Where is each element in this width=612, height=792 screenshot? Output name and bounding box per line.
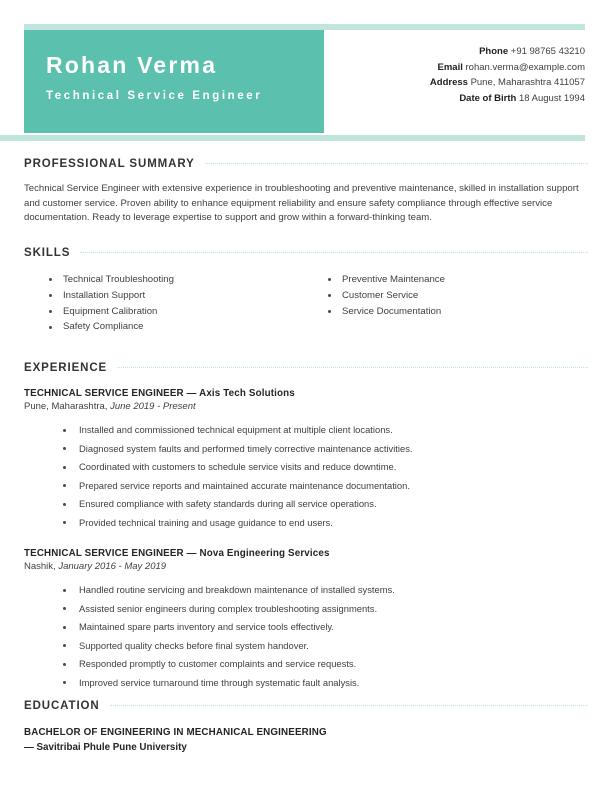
list-item: Technical Troubleshooting: [49, 272, 306, 288]
job-heading: [24, 388, 588, 399]
skills-column-right: [24, 272, 588, 319]
job-role: TECHNICAL SERVICE ENGINEER: [24, 548, 184, 559]
section-title-summary: PROFESSIONAL SUMMARY: [24, 158, 195, 170]
candidate-job-title: Technical Service Engineer: [46, 89, 263, 102]
job-location: Nashik,: [24, 561, 56, 572]
section-header-experience: [24, 362, 588, 374]
education-school: — Savitribai Phule Pune University: [24, 741, 187, 753]
job-bullets: [24, 421, 588, 532]
contact-label-email: Email: [437, 61, 463, 73]
job-dates: June 2019 - Present: [107, 401, 196, 412]
summary-text: Technical Service Engineer with extensive experience in troubleshooting and preventive maintenance, skilled in installation support and customer service. Proven ability to enhance equipment reliability and ensure safety compliance through effective service documentation. Ready to leverage expertise to support and grow within a forward-thinking team.: [24, 183, 579, 224]
section-rule-skills: [80, 252, 588, 254]
skills-list-right: [328, 272, 588, 319]
contact-row-email: [430, 60, 585, 76]
contact-value-address: Pune, Maharashtra 411057: [470, 77, 585, 89]
experience-entry: [24, 548, 588, 692]
list-item: Safety Compliance: [49, 319, 306, 335]
section-professional-summary: [24, 158, 588, 226]
section-title-education: EDUCATION: [24, 700, 100, 712]
job-separator: —: [183, 388, 200, 399]
contact-label-phone: Phone: [479, 46, 509, 57]
contact-row-phone: [430, 44, 585, 60]
job-heading: [24, 548, 588, 559]
job-meta: [24, 561, 588, 572]
contact-row-address: [430, 75, 585, 91]
list-item: Equipment Calibration: [49, 304, 306, 320]
list-item: Maintained spare parts inventory and service tools effectively.: [63, 618, 588, 637]
contact-value-phone: +91 98765 43210: [510, 46, 585, 57]
list-item: Prepared service reports and maintained accurate maintenance documentation.: [63, 477, 588, 496]
skills-columns: [24, 272, 588, 335]
contact-row-dob: [430, 91, 585, 107]
contact-value-email: rohan.verma@example.com: [465, 61, 585, 73]
education-degree: BACHELOR OF ENGINEERING IN MECHANICAL ENGINEERING: [24, 727, 327, 738]
contact-label-address: Address: [429, 77, 468, 89]
section-experience: [24, 362, 588, 692]
list-item: Responded promptly to customer complaints and service requests.: [63, 655, 588, 674]
section-rule-experience: [117, 367, 588, 369]
job-role: TECHNICAL SERVICE ENGINEER: [24, 388, 184, 399]
section-title-skills: SKILLS: [24, 247, 71, 259]
section-header-summary: [24, 158, 588, 170]
list-item: Coordinated with customers to schedule service visits and reduce downtime.: [63, 458, 588, 477]
education-entry: [24, 726, 588, 755]
candidate-name: Rohan Verma: [46, 52, 218, 78]
list-item: Supported quality checks before final system handover.: [63, 637, 588, 656]
list-item: Assisted senior engineers during complex troubleshooting assignments.: [63, 600, 588, 619]
list-item: Preventive Maintenance: [328, 272, 588, 288]
job-company: Axis Tech Solutions: [199, 388, 295, 399]
list-item: Diagnosed system faults and performed timely corrective maintenance activities.: [63, 440, 588, 459]
header-bottom-accent-bar: [0, 135, 585, 141]
list-item: Installed and commissioned technical equipment at multiple client locations.: [63, 421, 588, 440]
list-item: Ensured compliance with safety standards during all service operations.: [63, 495, 588, 514]
job-location: Pune, Maharashtra,: [24, 401, 108, 412]
list-item: Service Documentation: [328, 304, 588, 320]
list-item: Installation Support: [49, 288, 306, 304]
job-meta: [24, 401, 588, 412]
contact-label-dob: Date of Birth: [459, 92, 517, 104]
section-education: [24, 700, 588, 755]
contact-details: [430, 44, 585, 106]
section-title-experience: EXPERIENCE: [24, 362, 108, 374]
section-rule-education: [110, 705, 588, 707]
name-block: [24, 30, 324, 133]
job-company: Nova Engineering Services: [199, 548, 330, 559]
list-item: Provided technical training and usage guidance to end users.: [63, 514, 588, 533]
list-item: Handled routine servicing and breakdown maintenance of installed systems.: [63, 581, 588, 600]
job-dates: January 2016 - May 2019: [55, 561, 167, 572]
section-header-skills: [24, 247, 588, 259]
job-separator: —: [183, 548, 200, 559]
experience-entry: [24, 388, 588, 532]
section-header-education: [24, 700, 588, 712]
contact-value-dob: 18 August 1994: [518, 92, 585, 104]
section-rule-summary: [205, 163, 588, 165]
list-item: Customer Service: [328, 288, 588, 304]
section-skills: [24, 247, 588, 335]
job-bullets: [24, 581, 588, 692]
list-item: Improved service turnaround time through systematic fault analysis.: [63, 674, 588, 693]
